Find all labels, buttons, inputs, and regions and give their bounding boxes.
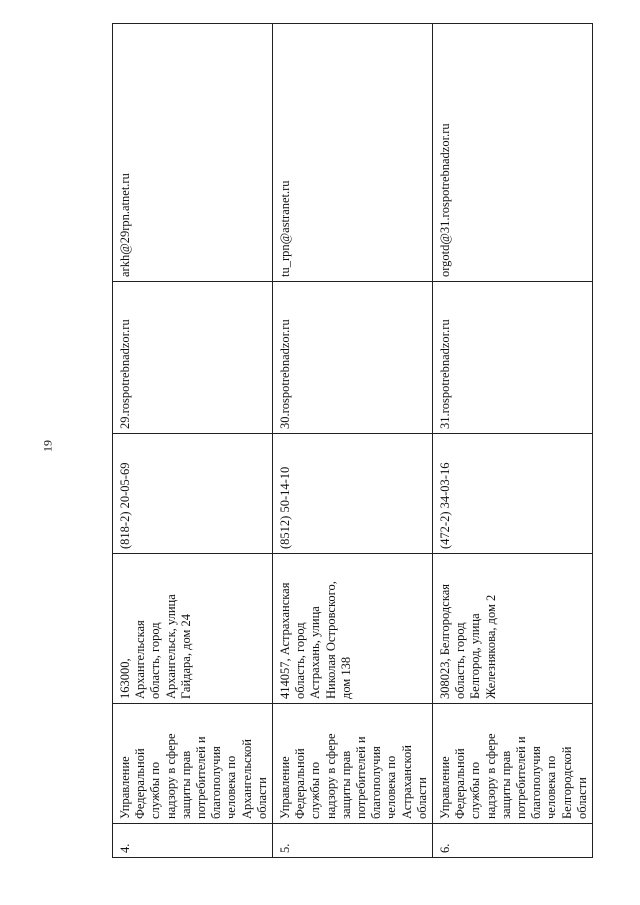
cell-line: (8512) 50-14-10: [278, 466, 293, 549]
cell-line: потребителей и: [514, 736, 529, 819]
table-row: [113, 24, 273, 858]
cell-line: 4.: [118, 843, 132, 853]
cell-line: области: [254, 777, 269, 819]
cell-line: благополучия: [529, 746, 544, 819]
cell-line: Архангельская: [133, 620, 148, 699]
cell-line: Астраханской: [399, 745, 414, 819]
cell-line: Гайдара, дом 24: [178, 613, 193, 699]
table-row: [433, 24, 593, 858]
cell-line: 163000,: [118, 658, 132, 699]
cell-line: надзору в сфере: [163, 733, 178, 819]
agency-contacts-table: [112, 23, 593, 858]
cell-line: Управление: [118, 756, 132, 819]
cell-line: Железнякова, дом 2: [483, 594, 498, 699]
cell-line: область, город: [148, 622, 163, 699]
cell-line: надзору в сфере: [483, 733, 498, 819]
cell-line: области: [574, 777, 589, 819]
cell-line: Управление: [438, 756, 453, 819]
cell-line: службы по: [148, 761, 163, 819]
cell-line: Астрахань, улица: [308, 606, 323, 699]
cell-line: область, город: [293, 622, 308, 699]
address-cell: [113, 554, 273, 704]
cell-line: человека по: [224, 755, 239, 819]
row-number-cell: [433, 824, 593, 858]
table-body: [113, 24, 593, 858]
cell-line: Архангельской: [239, 739, 254, 819]
cell-line: службы по: [308, 761, 323, 819]
cell-line: защиты прав: [338, 750, 353, 819]
cell-line: arkh@29rpn.atnet.ru: [118, 173, 132, 277]
cell-line: Белгородской: [559, 746, 574, 819]
cell-line: потребителей и: [194, 736, 209, 819]
cell-line: 29.rospotrebnadzor.ru: [118, 319, 132, 429]
cell-line: области: [414, 777, 429, 819]
row-number-cell: [273, 824, 433, 858]
website-cell: [273, 282, 433, 434]
page-number: 19: [40, 440, 55, 452]
cell-line: Федеральной: [293, 748, 308, 819]
phone-cell: [433, 434, 593, 554]
cell-line: Управление: [278, 756, 293, 819]
address-cell: [273, 554, 433, 704]
cell-line: 5.: [278, 843, 293, 853]
cell-line: 6.: [438, 843, 453, 853]
address-cell: [433, 554, 593, 704]
cell-line: Белгород, улица: [468, 613, 483, 699]
cell-line: (472-2) 34-03-16: [438, 462, 453, 549]
cell-line: дом 138: [338, 656, 353, 699]
cell-line: службы по: [468, 761, 483, 819]
phone-cell: [113, 434, 273, 554]
cell-line: 31.rospotrebnadzor.ru: [438, 319, 453, 429]
cell-line: благополучия: [209, 746, 224, 819]
cell-line: 30.rospotrebnadzor.ru: [278, 319, 293, 429]
cell-line: потребителей и: [354, 736, 369, 819]
organization-cell: [113, 704, 273, 824]
cell-line: tu_rpn@astranet.ru: [278, 180, 293, 277]
cell-line: человека по: [544, 755, 559, 819]
cell-line: Федеральной: [453, 748, 468, 819]
phone-cell: [273, 434, 433, 554]
website-cell: [113, 282, 273, 434]
cell-line: Архангельск, улица: [163, 594, 178, 699]
cell-line: 308023, Белгородская: [438, 583, 453, 699]
rotated-table-wrapper: [112, 24, 589, 858]
cell-line: Федеральной: [133, 748, 148, 819]
row-number-cell: [113, 824, 273, 858]
organization-cell: [433, 704, 593, 824]
cell-line: orgotd@31.rospotrebnadzor.ru: [438, 123, 453, 277]
cell-line: Николая Островского,: [323, 581, 338, 699]
email-cell: [273, 24, 433, 282]
cell-line: защиты прав: [178, 750, 193, 819]
cell-line: человека по: [384, 755, 399, 819]
cell-line: (818-2) 20-05-69: [118, 462, 132, 549]
email-cell: [113, 24, 273, 282]
email-cell: [433, 24, 593, 282]
cell-line: надзору в сфере: [323, 733, 338, 819]
cell-line: 414057, Астраханская: [278, 582, 293, 699]
website-cell: [433, 282, 593, 434]
table-row: [273, 24, 433, 858]
cell-line: защиты прав: [498, 750, 513, 819]
cell-line: благополучия: [369, 746, 384, 819]
organization-cell: [273, 704, 433, 824]
cell-line: область, город: [453, 622, 468, 699]
